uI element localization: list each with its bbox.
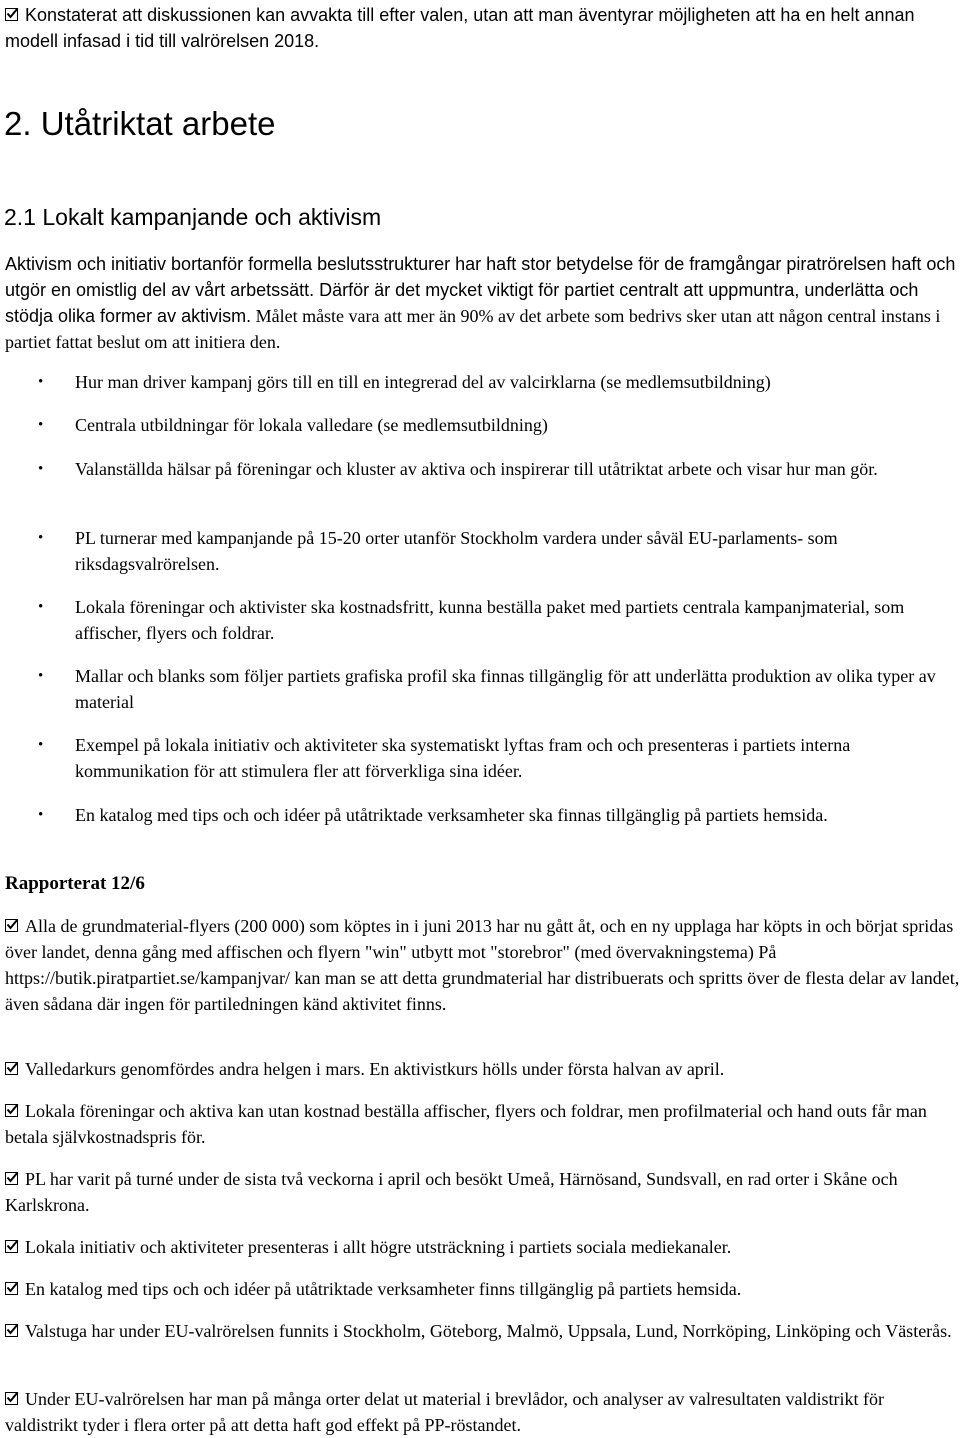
bullet-item: PL turnerar med kampanjande på 15-20 orter utanför Stockholm vardera under såväl EU-parlaments- som riksdagsvalrörelsen.: [75, 528, 838, 574]
checkbox-checked-icon: [5, 1282, 18, 1295]
intro-text-serif: Målet måste vara att mer än 90% av det arbete som bedrivs sker utan att någon central instans i partiet fattat beslut om att initiera den.: [5, 306, 941, 352]
checkbox-checked-icon: [5, 1062, 18, 1075]
checkbox-checked-icon: [5, 1104, 18, 1117]
reported-item-text: En katalog med tips och och idéer på utåtriktade verksamheter finns tillgänglig på partiets hemsida.: [25, 1279, 742, 1299]
bullet-item: Exempel på lokala initiativ och aktiviteter ska systematiskt lyftas fram och och presenteras i partiets interna kommunikation för att stimulera fler att förverkliga sina idéer.: [75, 735, 851, 781]
section-heading: 2. Utåtriktat arbete: [4, 105, 276, 142]
reported-item: [5, 1056, 960, 1082]
bullet-item: Mallar och blanks som följer partiets grafiska profil ska finnas tillgänglig för att underlätta produktion av olika typer av material: [75, 666, 936, 712]
bullet-dot: •: [38, 374, 44, 390]
reported-item: [5, 1276, 960, 1302]
reported-item-text: Alla de grundmaterial-flyers (200 000) som köptes in i juni 2013 har nu gått åt, och en ny upplaga har köpts in och börjat spridas över landet, denna gång med affischen och flyern "win" utbytt mot "storebror" (med övervakningstema) På https://butik.piratpartiet.se/kampanjvar/ kan man se att detta grundmaterial har distribuerats och spritts över de flesta delar av landet, även sådana där ingen för partiledningen känd aktivitet finns.: [5, 916, 960, 1014]
reported-item: [5, 1166, 960, 1218]
bullet-item: Centrala utbildningar för lokala valledare (se medlemsutbildning): [75, 415, 548, 435]
bullet-dot: •: [38, 530, 44, 546]
reported-item: [5, 1234, 960, 1260]
reported-label: Rapporterat 12/6: [5, 873, 145, 894]
intro-paragraph: [5, 251, 960, 355]
checkbox-checked-icon: [5, 1172, 18, 1185]
bullet-item: Hur man driver kampanj görs till en till en integrerad del av valcirklarna (se medlemsutbildning): [75, 372, 771, 392]
bullet-dot: •: [38, 737, 44, 753]
reported-item: [5, 1386, 960, 1438]
reported-item: [5, 913, 960, 1017]
reported-item-text: PL har varit på turné under de sista två veckorna i april och besökt Umeå, Härnösand, Sundsvall, en rad orter i Skåne och Karlskrona.: [5, 1169, 898, 1215]
bullet-dot: •: [38, 668, 44, 684]
reported-item-text: Lokala initiativ och aktiviteter presenteras i allt högre utsträckning i partiets sociala mediekanaler.: [25, 1237, 732, 1257]
reported-item: [5, 1098, 960, 1150]
bullet-dot: •: [38, 417, 44, 433]
reported-item: [5, 1318, 960, 1344]
checkbox-checked-icon: [5, 8, 18, 21]
bullet-dot: •: [38, 807, 44, 823]
checkbox-checked-icon: [5, 1240, 18, 1253]
checkbox-checked-icon: [5, 1324, 18, 1337]
bullet-dot: •: [38, 461, 44, 477]
bullet-item: En katalog med tips och och idéer på utåtriktade verksamheter ska finnas tillgänglig på partiets hemsida.: [75, 805, 828, 825]
bullet-item: Valanställda hälsar på föreningar och kluster av aktiva och inspirerar till utåtriktat arbete och visar hur man gör.: [75, 459, 878, 479]
reported-item-text: Valledarkurs genomfördes andra helgen i mars. En aktivistkurs hölls under första halvan av april.: [25, 1059, 725, 1079]
subsection-heading: 2.1 Lokalt kampanjande och aktivism: [4, 204, 382, 230]
checkbox-checked-icon: [5, 919, 18, 932]
reported-item-text: Under EU-valrörelsen har man på många orter delat ut material i brevlådor, och analyser av valresultaten valdistrikt för valdistrikt tyder i flera orter på att detta haft god effekt på PP-röstandet.: [5, 1389, 884, 1435]
checkbox-checked-icon: [5, 1392, 18, 1405]
bullet-dot: •: [38, 599, 44, 615]
intro-text-sans: Aktivism och initiativ bortanför formella beslutsstrukturer har haft stor betydelse för de framgångar piratrörelsen haft och utgör en omistlig del av vårt arbetssätt. Därför är det mycket viktigt för partiet centralt att uppmuntra, underlätta och stödja olika former av aktivism.: [5, 254, 956, 326]
checked-item-text: Konstaterat att diskussionen kan avvakta till efter valen, utan att man äventyrar möjligheten att ha en helt annan modell infasad i tid till valrörelsen 2018.: [5, 5, 915, 51]
checked-item-top: [5, 2, 960, 54]
reported-item-text: Valstuga har under EU-valrörelsen funnits i Stockholm, Göteborg, Malmö, Uppsala, Lund, Norrköping, Linköping och Västerås.: [25, 1321, 952, 1341]
reported-item-text: Lokala föreningar och aktiva kan utan kostnad beställa affischer, flyers och foldrar, men profilmaterial och hand outs får man betala självkostnadspris för.: [5, 1101, 927, 1147]
bullet-item: Lokala föreningar och aktivister ska kostnadsfritt, kunna beställa paket med partiets centrala kampanjmaterial, som affischer, flyers och foldrar.: [75, 597, 905, 643]
